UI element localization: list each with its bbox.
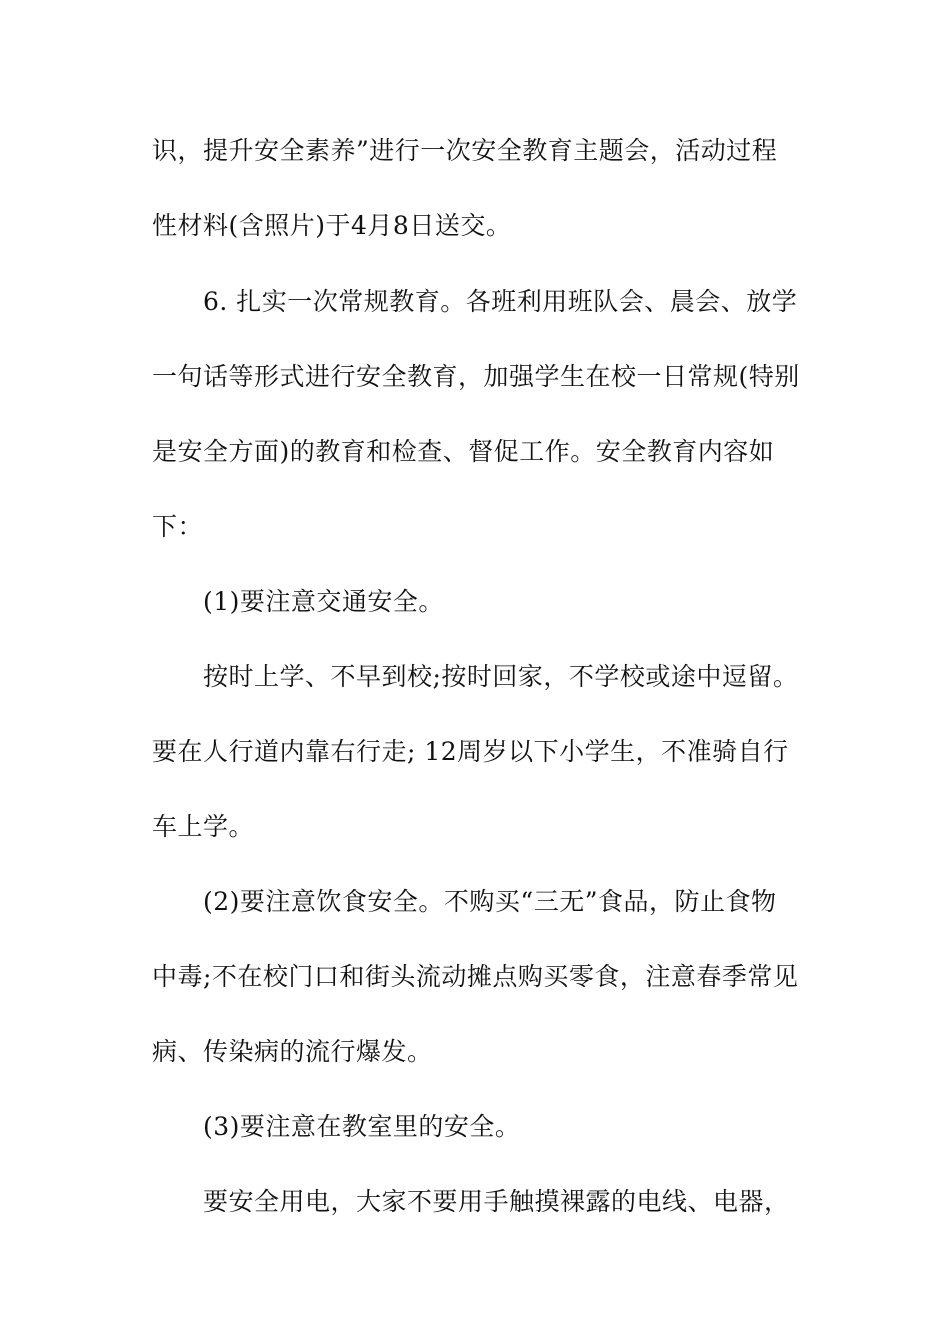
text-line: (2)要注意饮食安全。不购买“三无”食品，防止食物 [203,887,777,916]
text-line: 要安全用电，大家不要用手触摸裸露的电线、电器， [203,1187,790,1216]
text-line: (3)要注意在教室里的安全。 [203,1112,521,1141]
text-line: 性材料(含照片)于4月8日送交。 [152,211,512,240]
text-line: 一句话等形式进行安全教育，加强学生在校一日常规(特别 [152,362,800,391]
text-line: 下： [152,512,204,541]
text-line: 中毒;不在校门口和街头流动摊点购买零食，注意春季常见 [152,962,799,991]
text-line: 按时上学、不早到校;按时回家，不学校或途中逗留。 [203,662,799,691]
text-line: 是安全方面)的教育和检查、督促工作。安全教育内容如 [152,437,775,466]
text-line: 病、传染病的流行爆发。 [152,1037,433,1066]
text-line: 识，提升安全素养”进行一次安全教育主题会，活动过程 [152,136,778,165]
text-line: (1)要注意交通安全。 [203,587,444,616]
text-line: 要在人行道内靠右行走; 12周岁以下小学生，不准骑自行 [152,737,789,766]
text-line: 6. 扎实一次常规教育。各班利用班队会、晨会、放学 [203,287,798,316]
text-line: 车上学。 [152,812,255,841]
